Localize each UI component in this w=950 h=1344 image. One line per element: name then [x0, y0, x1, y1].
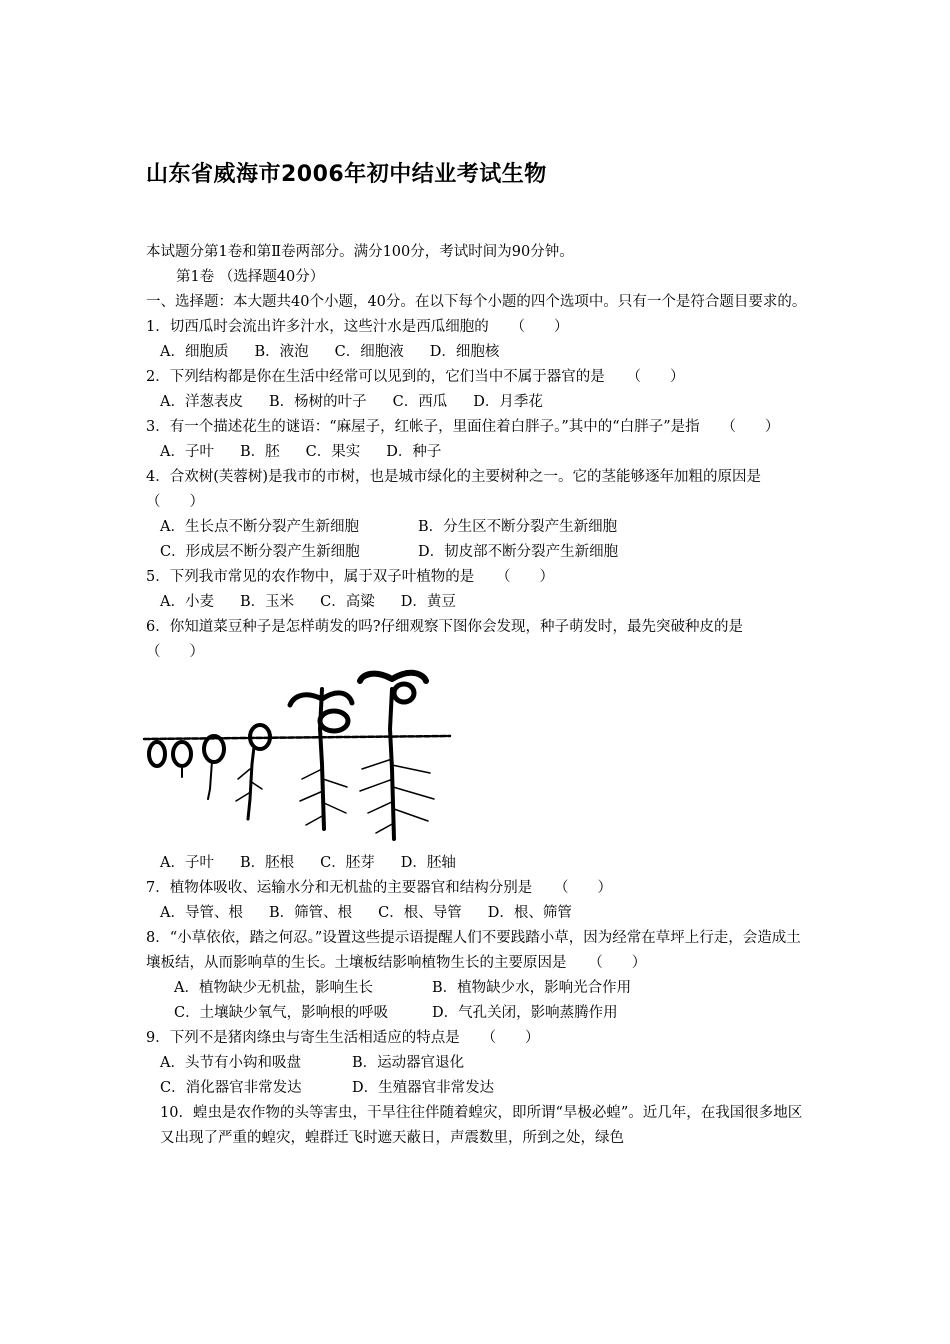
- page-title: 山东省威海市2006年初中结业考试生物: [146, 162, 547, 187]
- option-b: B．植物缺少水，影响光合作用: [432, 980, 632, 996]
- option-a: A．子叶: [160, 444, 214, 460]
- options-8-row-2: [146, 1001, 810, 1026]
- options-4-row-2: [146, 540, 810, 565]
- question-10: 10．蝗虫是农作物的头等害虫，干旱往往伴随着蝗灾，即所谓“旱极必蝗”。近几年，在我国很多地区又出现了严重的蝗灾，蝗群迁飞时遮天蔽日，声震数里，所到之处，绿色: [160, 1105, 803, 1146]
- options-1: [146, 340, 810, 365]
- question-2: 2．下列结构都是你在生活中经常可以见到的，它们当中不属于器官的是 （ ）: [146, 369, 685, 385]
- option-c: C．果实: [305, 444, 361, 460]
- question-1: 1．切西瓜时会流出许多汁水，这些汁水是西瓜细胞的 （ ）: [146, 319, 569, 335]
- options-2: [146, 390, 810, 415]
- options-5: [146, 590, 810, 615]
- question-7: 7．植物体吸收、运输水分和无机盐的主要器官和结构分别是 （ ）: [146, 880, 612, 896]
- options-7: [146, 901, 810, 926]
- option-b: B．玉米: [239, 594, 295, 610]
- option-b: B．运动器官退化: [352, 1055, 465, 1071]
- option-a: A．植物缺少无机盐，影响生长: [174, 980, 373, 996]
- option-a: A．导管、根: [160, 905, 243, 921]
- question-9: 9．下列不是猪肉绦虫与寄生生活相适应的特点是 （ ）: [146, 1030, 540, 1046]
- option-c: C．土壤缺少氧气，影响根的呼吸: [174, 1005, 389, 1021]
- option-c: C．消化器官非常发达: [160, 1080, 302, 1096]
- question-4: 4．合欢树(芙蓉树)是我市的市树，也是城市绿化的主要树种之一。它的茎能够逐年加粗的原因是 （ ）: [146, 469, 820, 510]
- options-6: [146, 851, 810, 876]
- option-d: D．生殖器官非常发达: [352, 1080, 495, 1096]
- option-c: C．高粱: [320, 594, 375, 610]
- option-a: A．生长点不断分裂产生新细胞: [160, 519, 359, 535]
- option-c: C．西瓜: [392, 394, 448, 410]
- option-a: A．头节有小钩和吸盘: [160, 1055, 301, 1071]
- option-c: C．形成层不断分裂产生新细胞: [160, 544, 360, 560]
- option-d: D．韧皮部不断分裂产生新细胞: [418, 544, 619, 560]
- option-b: B．胚根: [239, 855, 295, 871]
- question-5: 5．下列我市常见的农作物中，属于双子叶植物的是 （ ）: [146, 569, 554, 585]
- option-a: A．小麦: [160, 594, 214, 610]
- options-4-row-1: [146, 515, 810, 540]
- option-b: B．液泡: [254, 344, 309, 360]
- question-3: 3．有一个描述花生的谜语：“麻屋子，红帐子，里面住着白胖子。”其中的“白胖子”是指 （ ）: [146, 419, 780, 435]
- option-d: D．种子: [386, 444, 442, 460]
- option-d: D．气孔关闭，影响蒸腾作用: [432, 1005, 618, 1021]
- option-b: B．分生区不断分裂产生新细胞: [418, 519, 618, 535]
- option-c: C．根、导管: [378, 905, 462, 921]
- options-3: [146, 440, 810, 465]
- option-a: A．细胞质: [160, 344, 229, 360]
- seed-germination-drawing: [142, 669, 462, 851]
- options-8-row-1: [146, 976, 810, 1001]
- option-d: D．细胞核: [429, 344, 500, 360]
- exam-content: [146, 240, 820, 1151]
- options-9-row-1: [146, 1051, 810, 1076]
- intro-text: 本试题分第1卷和第Ⅱ卷两部分。满分100分，考试时间为90分钟。: [146, 244, 574, 260]
- volume-heading: 第1卷 （选择题40分）: [176, 269, 325, 285]
- option-c: C．细胞液: [334, 344, 404, 360]
- option-b: B．筛管、根: [268, 905, 353, 921]
- options-9-row-2: [146, 1076, 810, 1101]
- option-d: D．胚轴: [400, 855, 456, 871]
- option-a: A．洋葱表皮: [160, 394, 243, 410]
- option-b: B．杨树的叶子: [268, 394, 367, 410]
- section-heading: 一、选择题：本大题共40个小题，40分。在以下每个小题的四个选项中。只有一个是符合题目要求的。: [146, 294, 807, 310]
- seed-germination-figure: [142, 669, 810, 851]
- option-d: D．根、筛管: [487, 905, 572, 921]
- option-a: A．子叶: [160, 855, 214, 871]
- question-6: 6．你知道菜豆种子是怎样萌发的吗?仔细观察下图你会发现，种子萌发时，最先突破种皮的是 （ ）: [146, 619, 787, 660]
- option-d: D．黄豆: [400, 594, 456, 610]
- option-b: B．胚: [239, 444, 280, 460]
- question-8: 8．“小草依依，踏之何忍。”设置这些提示语提醒人们不要践踏小草，因为经常在草坪上行走，会造成土壤板结，从而影响草的生长。土壤板结影响植物生长的主要原因是 （ ）: [146, 930, 801, 971]
- option-c: C．胚芽: [320, 855, 375, 871]
- option-d: D．月季花: [473, 394, 543, 410]
